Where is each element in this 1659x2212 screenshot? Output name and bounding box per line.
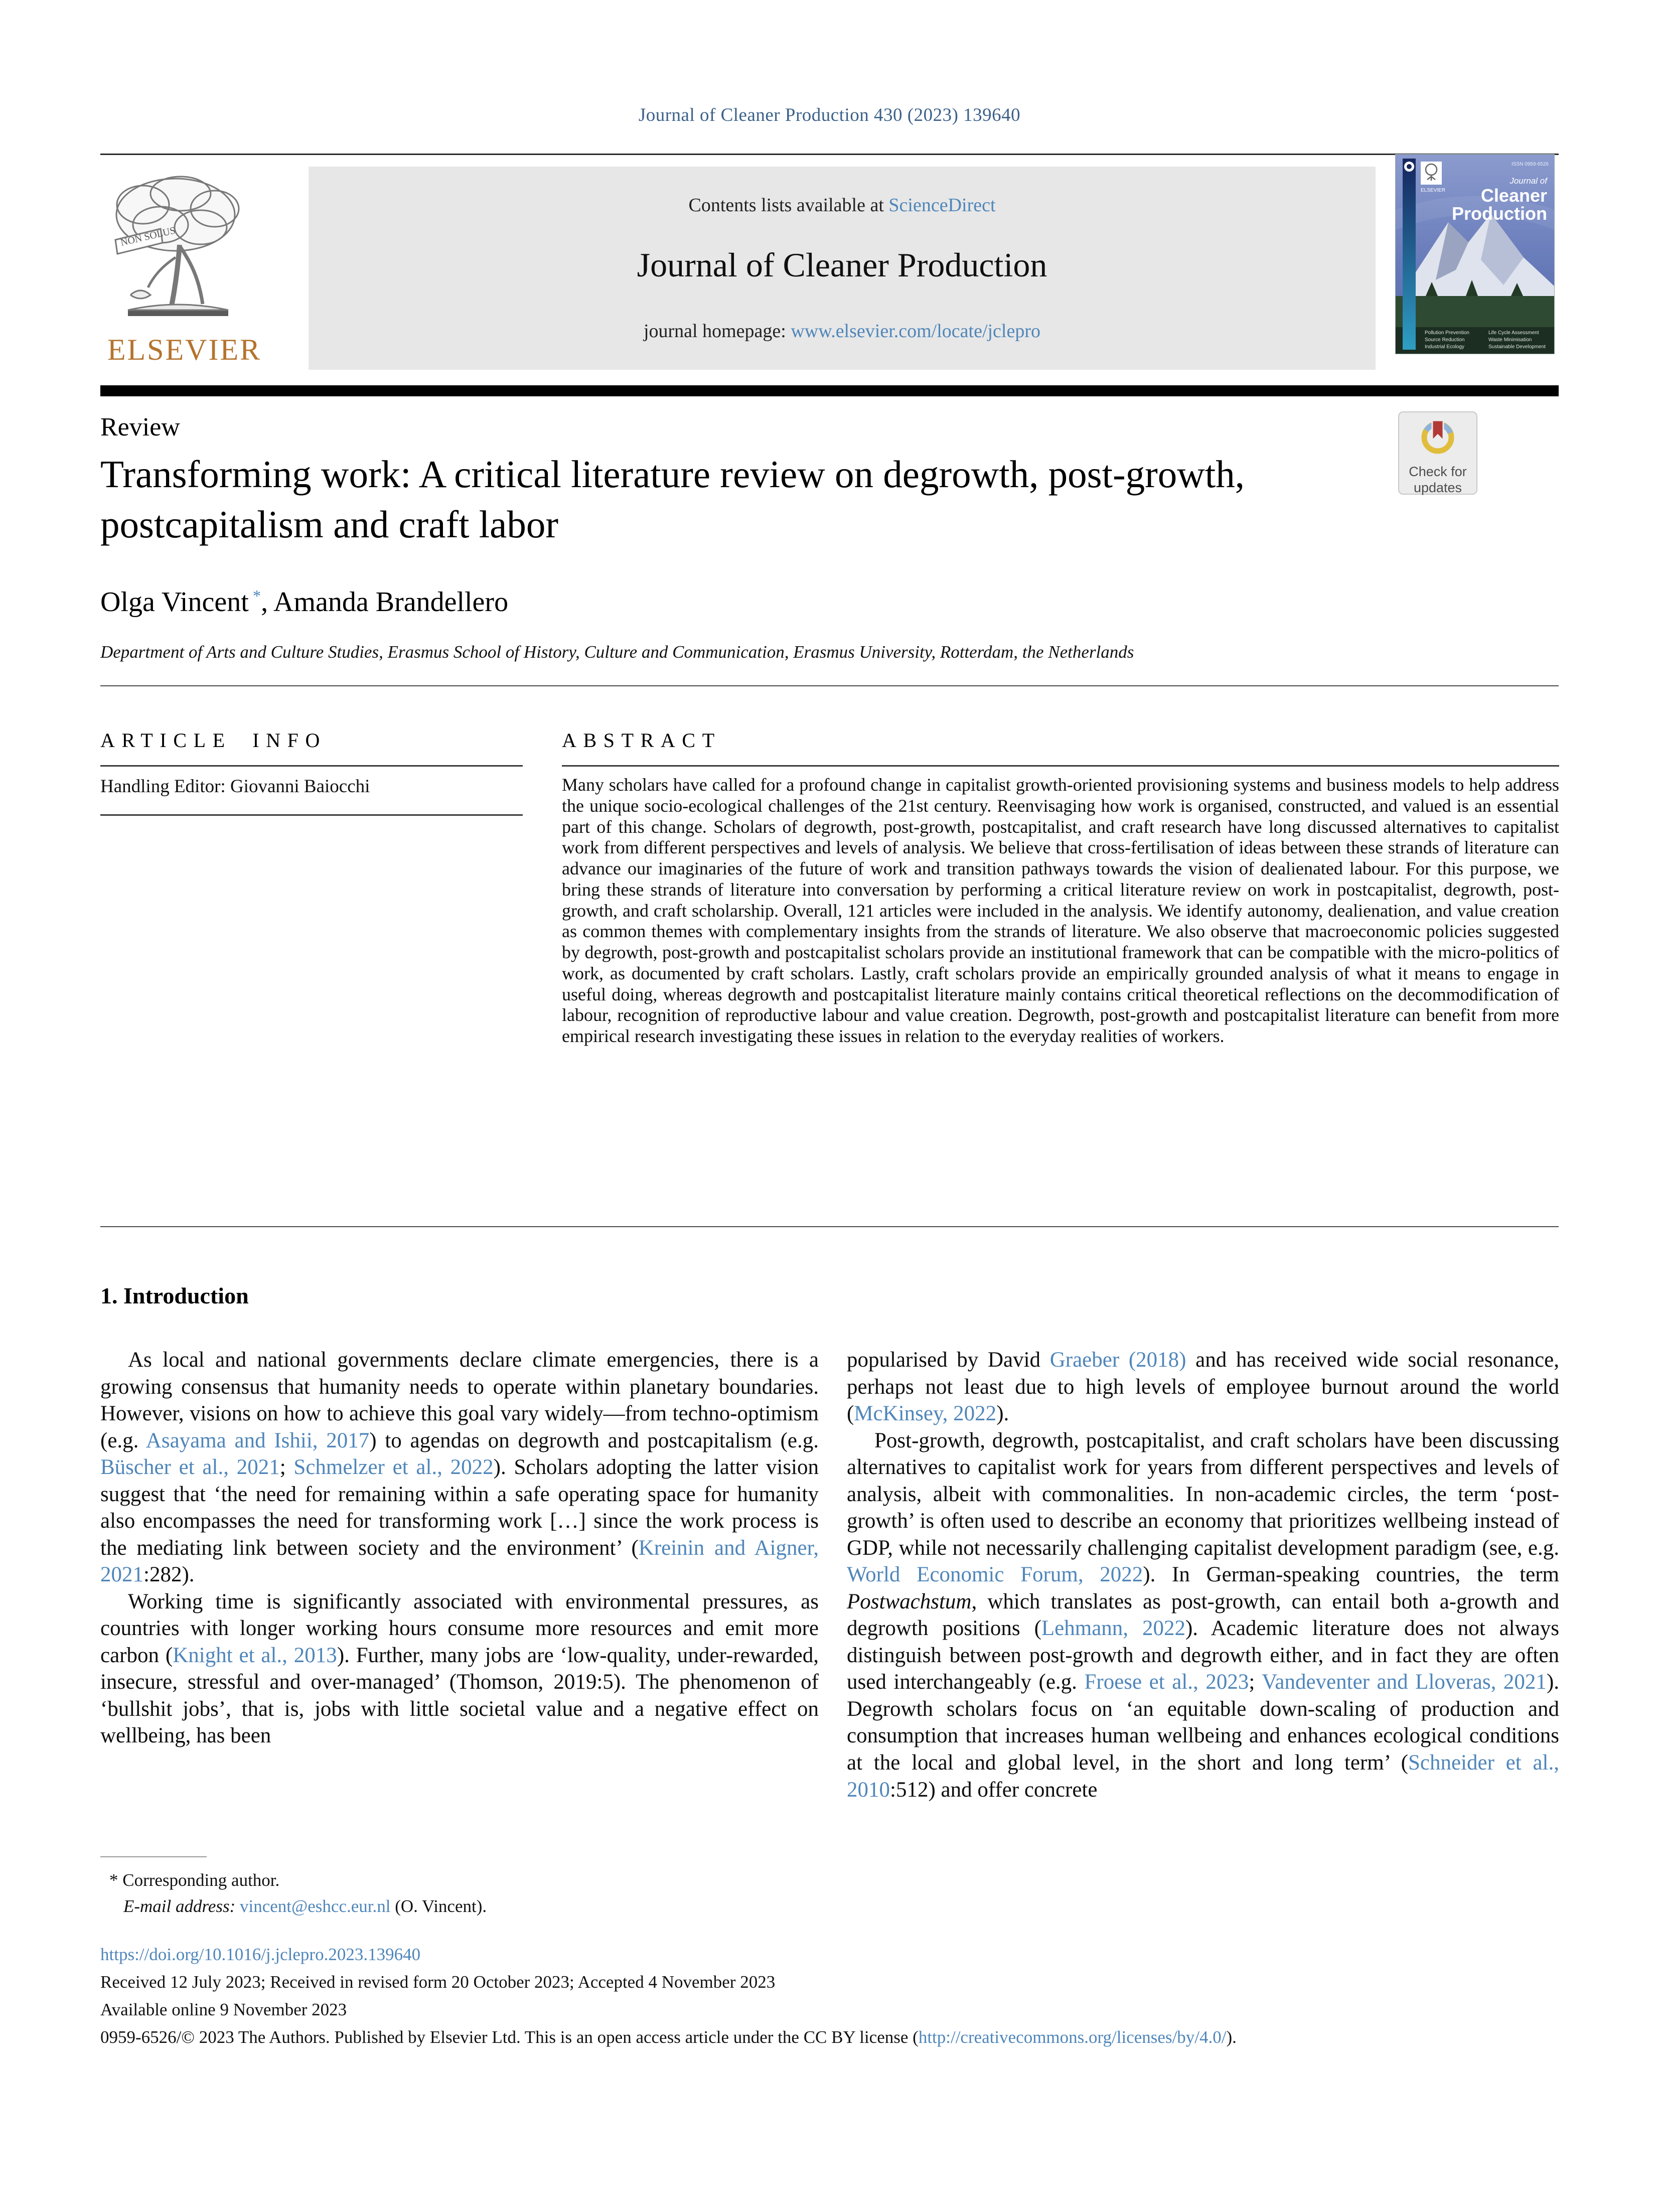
cover-topic: Source Reduction — [1425, 337, 1465, 343]
copyright-license-line — [100, 2027, 1237, 2047]
inline-link[interactable]: Vandeventer and Lloveras, 2021 — [1262, 1670, 1547, 1694]
text-run: Olga Vincent — [100, 586, 249, 618]
inline-link[interactable]: Froese et al., 2023 — [1084, 1670, 1249, 1694]
journal-cover-thumbnail[interactable] — [1396, 155, 1554, 354]
divider — [100, 1226, 1559, 1227]
abstract-text: Many scholars have called for a profound change in capitalist growth-oriented provisioning systems and business models to help address the unique socio-ecological challenges of the 21st century. Reenvisaging how work is organised, constructed, and valued is an essential part of this change. Scholars of degrowth, post-growth, postcapitalist, and craft research have long discussed alternatives to capitalist work from different perspectives and levels of analysis. We believe that cross-fertilisation of ideas between these strands of literature can advance our imaginaries of the future of work and transition pathways towards the vision of dealienated labour. For this purpose, we bring these strands of literature into conversation by performing a critical literature review on work in postcapitalist, degrowth, post-growth, and craft scholarship. Overall, 121 articles were included in the analysis. We identify autonomy, dealienation, and value creation as common themes with complementary insights from the strands of literature. We also observe that macroeconomic policies suggested by degrowth, post-growth and postcapitalist scholars provide an institutional framework that can be compatible with the micro-politics of work, as documented by craft scholars. Lastly, craft scholars provide an empirically grounded analysis of what it means to engage in useful doing, whereas degrowth and postcapitalist literature mainly contains critical theoretical reflections on the decommodification of labour, recognition of reproductive labour and value creation. Degrowth, post-growth and postcapitalist literature can benefit from more empirical research investigating these issues in relation to the everyday realities of workers. — [562, 775, 1559, 1046]
journal-name: Journal of Cleaner Production — [637, 246, 1047, 284]
article-info-heading: ARTICLE INFO — [100, 729, 327, 752]
handling-editor-line: Handling Editor: Giovanni Baiocchi — [100, 776, 370, 797]
body-paragraph — [100, 1347, 819, 1588]
corresponding-author-footnote — [100, 1856, 487, 1916]
cover-brand: ELSEVIER — [1421, 188, 1445, 193]
inline-link[interactable]: http://creativecommons.org/licenses/by/4.0/ — [918, 2027, 1227, 2047]
inline-link[interactable]: www.elsevier.com/locate/jclepro — [791, 321, 1041, 342]
text-run: , which translates as post-growth, can entail both a-growth and degrowth positions ( — [847, 1589, 1559, 1641]
text-run: ; — [1249, 1670, 1262, 1694]
inline-link[interactable]: Schmelzer et al., 2022 — [293, 1455, 494, 1480]
divider — [100, 765, 523, 767]
text-run: ). Scholars adopting the latter vision suggest that ‘the need for remaining within a safe operating space for humanity also encompasses the need for transforming work […] since the work process is the mediating link between society and the environment’ ( — [100, 1455, 819, 1560]
top-divider — [100, 154, 1559, 155]
elsevier-logo[interactable] — [100, 170, 268, 370]
body-paragraph — [847, 1347, 1559, 1427]
journal-masthead-panel — [309, 167, 1376, 370]
text-run: popularised by David — [847, 1348, 1050, 1372]
inline-link[interactable]: McKinsey, 2022 — [854, 1402, 997, 1426]
text-run: , Amanda Brandellero — [261, 586, 509, 618]
inline-link[interactable]: Graeber (2018) — [1049, 1348, 1186, 1372]
check-updates-label-line2: updates — [1413, 480, 1462, 496]
received-dates-line: Received 12 July 2023; Received in revised form 20 October 2023; Accepted 4 November 2023 — [100, 1972, 776, 1992]
cover-topic: Sustainable Development — [1488, 344, 1546, 350]
inline-link[interactable]: Kreinin and Aigner, 2021 — [100, 1536, 819, 1587]
inline-link[interactable]: Knight et al., 2013 — [173, 1643, 337, 1667]
article-footer — [100, 1945, 1237, 2055]
inline-link[interactable]: Asayama and Ishii, 2017 — [145, 1428, 370, 1452]
text-run: ). In German-speaking countries, the term — [1143, 1563, 1559, 1587]
styled-text: E-mail address: — [123, 1896, 240, 1916]
text-run: ). Academic literature does not always distinguish between post-growth and degrowth either, and in fact they are often used interchangeably (e.g. — [847, 1616, 1559, 1694]
check-for-updates-badge[interactable] — [1398, 411, 1477, 495]
email-line — [100, 1896, 487, 1916]
styled-text: Postwachstum — [847, 1589, 972, 1613]
body-column-right — [847, 1347, 1559, 1803]
divider — [100, 814, 523, 816]
cover-forest — [1396, 296, 1554, 327]
text-run: Contents lists available at — [688, 195, 889, 216]
cover-topic: Waste Minimisation — [1488, 337, 1532, 343]
text-run: :512) and offer concrete — [890, 1778, 1098, 1802]
text-run: Working time is significantly associated with environmental pressures, as countries with longer working hours consume more resources and emit more carbon ( — [100, 1589, 819, 1667]
elsevier-wordmark: ELSEVIER — [107, 333, 262, 366]
body-column-left — [100, 1347, 819, 1749]
text-run: ). — [1226, 2027, 1237, 2047]
cover-title-line2: Production — [1452, 203, 1547, 224]
check-updates-icon — [1399, 412, 1476, 461]
text-run: (O. Vincent). — [390, 1896, 487, 1916]
author-affiliation: Department of Arts and Culture Studies, Erasmus School of History, Culture and Communication, Erasmus University, Rotterdam, the Netherlands — [100, 642, 1134, 662]
text-run: ) to agendas on degrowth and postcapitalism (e.g. — [369, 1428, 819, 1452]
footnote-divider — [100, 1856, 207, 1857]
abstract-heading: ABSTRACT — [562, 729, 721, 752]
article-title: Transforming work: A critical literature review on degrowth, post-growth, postcapitalism and craft labor — [100, 453, 1245, 546]
body-paragraph — [847, 1427, 1559, 1803]
contents-list-line — [309, 167, 1376, 216]
cover-issn: ISSN 0959-6526 — [1512, 162, 1549, 167]
inline-link[interactable]: Schneider et al., 2010 — [847, 1750, 1559, 1802]
cover-topic: Pollution Prevention — [1425, 330, 1469, 336]
text-run: and has received wide social resonance, perhaps not least due to high levels of employee burnout around the world ( — [847, 1348, 1560, 1426]
text-run: :282). — [143, 1563, 195, 1587]
divider — [100, 685, 1559, 686]
divider — [562, 765, 1559, 767]
section-heading-introduction: 1. Introduction — [100, 1283, 249, 1308]
available-online-line: Available online 9 November 2023 — [100, 2000, 347, 2019]
text-run: As local and national governments declare climate emergencies, there is a growing consensus that humanity needs to operate within planetary boundaries. However, visions on how to achieve this goal vary widely—from techno-optimism (e.g. — [100, 1348, 819, 1452]
text-run: journal homepage: — [643, 321, 791, 342]
inline-link[interactable]: ScienceDirect — [888, 195, 996, 216]
cover-topic: Life Cycle Assessment — [1488, 330, 1539, 336]
text-run: ). Degrowth scholars focus on ‘an equitable down-scaling of production and consumption that increases human wellbeing and enhances ecological conditions at the local and global level, in the short and long term’ ( — [847, 1670, 1560, 1775]
journal-homepage-line — [309, 320, 1376, 342]
cover-elsevier-logo-box — [1421, 162, 1442, 185]
cover-title-small: Journal of — [1510, 176, 1547, 186]
body-paragraph — [100, 1588, 819, 1749]
masthead-bottom-bar — [100, 385, 1559, 396]
styled-text: * — [248, 587, 261, 606]
article-info-section — [100, 728, 523, 816]
cover-title-line1: Cleaner — [1480, 185, 1547, 206]
elsevier-tree-icon — [100, 170, 268, 335]
check-updates-label-line1: Check for — [1409, 464, 1467, 479]
inline-link[interactable]: World Economic Forum, 2022 — [847, 1563, 1143, 1587]
abstract-section — [562, 728, 1559, 1047]
text-run: 0959-6526/© 2023 The Authors. Published by Elsevier Ltd. This is an open access article under the CC BY license ( — [100, 2027, 919, 2047]
non-solus-banner: NON SOLUS — [119, 225, 177, 248]
text-run: ). Further, many jobs are ‘low-quality, under-rewarded, insecure, stressful and over-managed’ (Thomson, 2019:5). The phenomenon of ‘bullshit jobs’, that is, jobs with little societal value and a negative effect on wellbeing, has been — [100, 1643, 819, 1748]
text-run: ). — [996, 1402, 1009, 1426]
cover-topic: Industrial Ecology — [1425, 344, 1464, 350]
corresponding-author-line: * Corresponding author. — [109, 1870, 280, 1890]
inline-link[interactable]: Büscher et al., 2021 — [100, 1455, 280, 1480]
inline-link[interactable]: Lehmann, 2022 — [1041, 1616, 1185, 1641]
author-names — [100, 586, 508, 618]
cover-side-stripe — [1403, 159, 1416, 350]
article-type-label: Review — [100, 413, 180, 441]
text-run: ; — [279, 1455, 294, 1480]
inline-link[interactable]: vincent@eshcc.eur.nl — [240, 1896, 391, 1916]
journal-citation-line: Journal of Cleaner Production 430 (2023) 139640 — [638, 105, 1021, 125]
doi-link[interactable]: https://doi.org/10.1016/j.jclepro.2023.139640 — [100, 1945, 421, 1964]
text-run: Post-growth, degrowth, postcapitalist, and craft scholars have been discussing alternatives to capitalist work for years from different perspectives and levels of analysis, albeit with commonalities. In non-academic circles, the term ‘post-growth’ is often used to describe an economy that prioritizes wellbeing instead of GDP, while not necessarily challenging capitalist development paradigm (see, e.g. — [847, 1428, 1559, 1560]
